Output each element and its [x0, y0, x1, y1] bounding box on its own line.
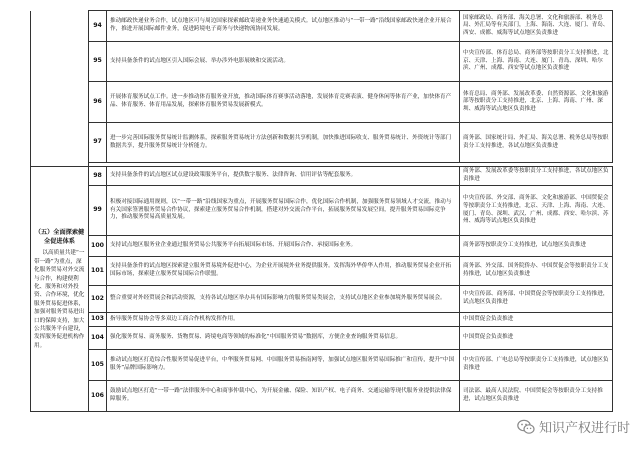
table-row: [31, 42, 613, 82]
table-row: [31, 236, 613, 257]
task-content: 强化服务贸易、商务服务、货物贸易、跨境电商等领域的标准化“中国服务贸易”数据库，方便企业查询服务贸易信息。: [107, 327, 460, 350]
row-number: 101: [89, 257, 107, 286]
table-row: [31, 381, 613, 412]
task-content: 推动试点地区打造综合性服务贸易促进平台，中华服务贸易网、中国服务贸易指南网等，加强试点地区服务贸易国际推广和宣传，提升“中国服务”品牌国际影响力。: [107, 350, 460, 381]
table-row: [31, 82, 613, 123]
account-watermark: [517, 417, 630, 436]
row-number: 106: [89, 381, 107, 412]
responsible-departments: 商务部等按职责分工支持推进，试点地区负责推进: [460, 236, 613, 257]
responsible-departments: 司法部、最高人民法院、中国贸促会等按职责分工支持推进，试点地区负责推进: [460, 381, 613, 412]
responsible-departments: 中国贸促会负责推进: [460, 327, 613, 350]
row-number: 103: [89, 313, 107, 327]
table-row: [31, 167, 613, 186]
watermark-text: 知识产权进行时: [538, 421, 630, 436]
table-row: [31, 350, 613, 381]
responsible-departments: 中央宣传部、广电总局等按职责分工支持推进，试点地区负责推进: [460, 350, 613, 381]
table-row: [31, 327, 613, 350]
responsible-departments: 中央宣传部、体育总局、商务部等按职责分工支持推进，北京、天津、上海、海南、大连、厦门、青岛、深圳、哈尔滨、广州、成都、西安等试点地区负责推进: [460, 42, 613, 82]
category-cell-empty: [31, 11, 89, 167]
responsible-departments: 中央宣传部、商务部、中国贸促会等按职责分工支持推进，试点地区负责推进: [460, 286, 613, 313]
task-content: 推动邮政快递业务合作，试点地区可与周边国家探索邮政寄递业务快速通关模式。试点地区推动与“一带一路”沿线国家邮政快递企业开展合作，推进开展国际邮件业务，促进跨境电子商务与快递物流协同发展。: [107, 11, 460, 42]
task-content: 支持具备条件的试点地区试点建设政策服务平台，提供数字服务、法律咨询、信用评估等配套服务。: [107, 167, 460, 186]
responsible-departments: 体育总局、商务部、发展改革委、自然资源部、文化和旅游部等按职责分工支持推进，北京、上海、海南、广州、深圳、威海等试点地区负责推进: [460, 82, 613, 123]
table-row: [31, 313, 613, 327]
row-number: 99: [89, 186, 107, 236]
task-content: 支持具备条件的试点地区引入国际会展、举办涉外电影展映和交流活动。: [107, 42, 460, 82]
responsible-departments: 商务部、国家统计局、外汇局、海关总署、税务总局等按职责分工支持推进，各试点地区负责推进: [460, 123, 613, 163]
category-description: 以高质量共建“一带一路”为重点，深化服务贸易对外交流与合作，构建便利化、服务和对外投资、合作环境，优化服务贸易促进体系，加强对服务贸易进出口的保障支持，加大公共服务平台建设，发挥服务促进机构作用。: [34, 250, 85, 349]
responsible-departments: 商务部、外交部、国务院侨办、中国贸促会等按职责分工支持推进，试点地区负责推进: [460, 257, 613, 286]
task-content: 开展体育服务试点工作。进一步推动体育服务业开放，推动国际体育赛事活动落地，发展体育竞赛表演、健身休闲等体育产业，加快体育产品、体育服务、体育用品发展，探索体育服务贸易发展新模式。: [107, 82, 460, 123]
table-row: [31, 11, 613, 42]
category-title: （五）全面探索健全促进体系: [34, 228, 85, 246]
row-number: 104: [89, 327, 107, 350]
table-row: [31, 286, 613, 313]
row-number: 102: [89, 286, 107, 313]
table-row: [31, 123, 613, 163]
responsible-departments: 国家邮政局、商务部、海关总署、文化和旅游部、税务总局、外汇局等有关部门，上海、海南、大连、厦门、青岛、西安、成都、威海等试点地区负责推进: [460, 11, 613, 42]
task-content: 支持试点地区服务业企业通过服务贸易公共服务平台拓展国际市场、开展国际合作、承接国际业务。: [107, 236, 460, 257]
task-content: 积极对接国际通用规则，以“一带一路”沿线国家为重点，开展服务贸易国际合作，优化国际合作机制，加强服务贸易领域人才交流，推动与有关国家签署服务贸易合作协议，探索建立服务贸易合作机制，搭建对外交流合作平台，拓展服务贸易发展空间，提升服务贸易国际竞争力，推动服务贸易高质量发展。: [107, 186, 460, 236]
table-row: [31, 257, 613, 286]
row-number: 98: [89, 167, 107, 186]
responsible-departments: 中国贸促会负责推进: [460, 313, 613, 327]
row-number: 100: [89, 236, 107, 257]
task-content: 指导服务贸易协会等多双边工商合作机构发挥作用。: [107, 313, 460, 327]
policy-table-sheet: [30, 10, 612, 412]
task-content: 进一步完善国际服务贸易统计监测体系，探索服务贸易统计方法创新和数据共享机制，加快推进国际收支、服务贸易统计、外资统计等部门数据共享，提升服务贸易统计分析能力。: [107, 123, 460, 163]
row-number: 105: [89, 350, 107, 381]
task-content: 支持具备条件的试点地区探索建立服务贸易境外促进中心，为企业开展境外业务提供服务。发挥海外华侨华人作用，推动服务贸易企业开拓国际市场，探索建立服务贸易国际合作联盟。: [107, 257, 460, 286]
wechat-icon: [517, 419, 535, 435]
task-content: 鼓励试点地区打造“一带一路”法律服务中心和商事仲裁中心，为开展金融、保险、知识产权、电子商务、交通运输等现代服务业提供法律保障服务。: [107, 381, 460, 412]
row-number: 95: [89, 42, 107, 82]
responsible-departments: 商务部、发展改革委等按职责分工支持推进，各试点地区负责推进: [460, 167, 613, 186]
row-number: 94: [89, 11, 107, 42]
responsible-departments: 中央宣传部、外交部、商务部、文化和旅游部、中国贸促会等按职责分工支持推进，北京、天津、上海、海南、大连、厦门、青岛、深圳、武汉、广州、成都、西安、哈尔滨、苏州、威海等试点地区负责推进: [460, 186, 613, 236]
policy-table: [30, 10, 613, 412]
row-number: 96: [89, 82, 107, 123]
category-cell: [31, 167, 89, 412]
row-number: 97: [89, 123, 107, 163]
task-content: 整合重要对外经贸展会和活动资源，支持各试点地区举办具有国际影响力的服务贸易类展会，支持试点地区企业参加境外服务贸易展会。: [107, 286, 460, 313]
table-row: [31, 186, 613, 236]
